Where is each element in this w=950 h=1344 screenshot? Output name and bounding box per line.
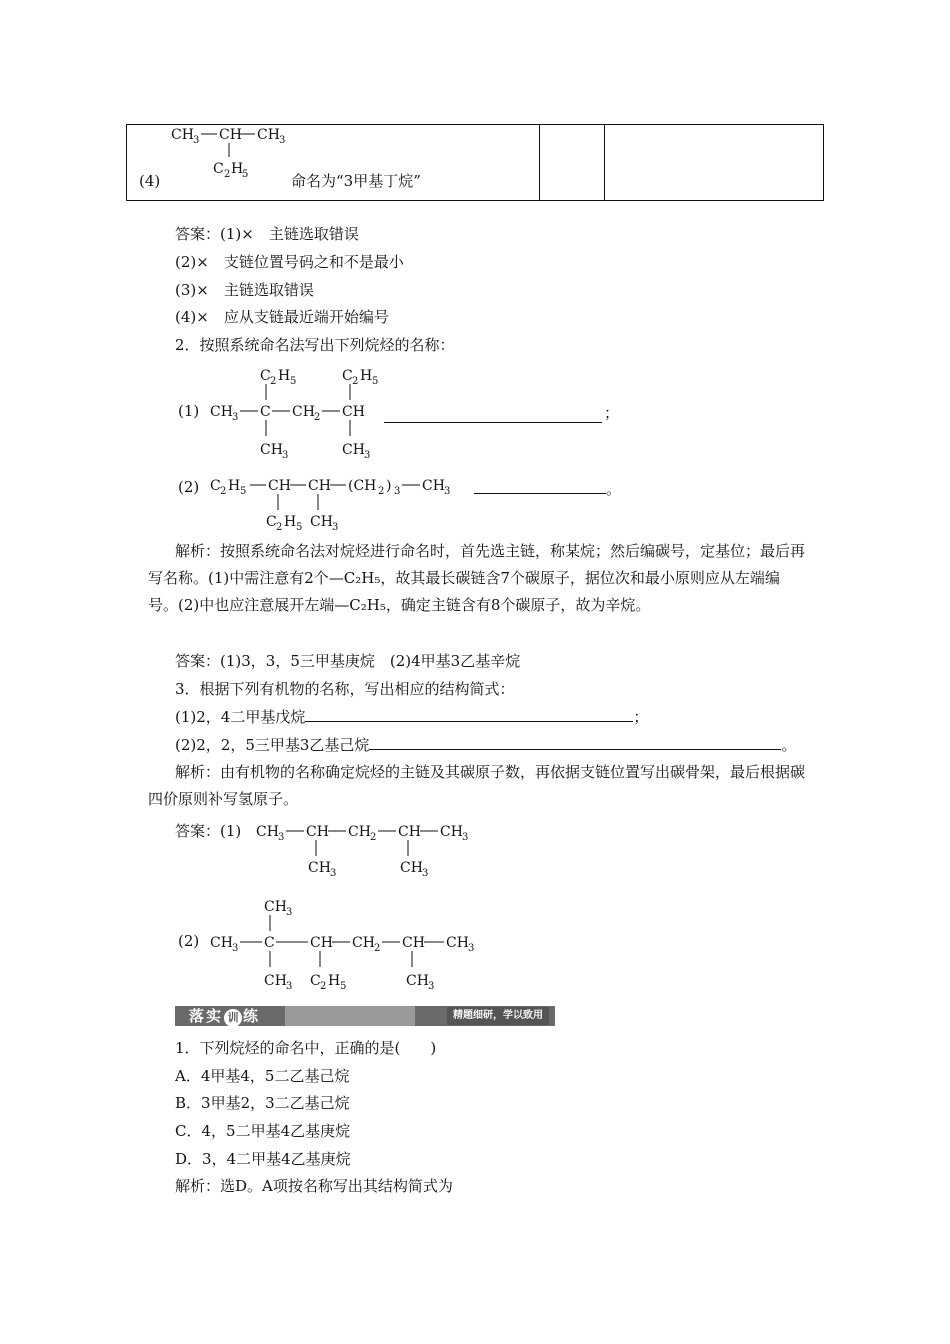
svg-text:CH: CH <box>219 127 242 143</box>
q2-item1-label: (1) <box>178 402 200 420</box>
naming-table <box>126 124 824 201</box>
svg-text:H: H <box>328 973 341 989</box>
svg-text:2: 2 <box>352 376 359 387</box>
answer-line-2: (2)× 支链位置号码之和不是最小 <box>175 253 404 271</box>
svg-text:C: C <box>210 478 221 494</box>
answer-line-3: (3)× 主链选取错误 <box>175 281 314 299</box>
svg-text:CH: CH <box>440 824 463 840</box>
svg-text:H: H <box>360 368 373 384</box>
svg-text:CH: CH <box>352 935 375 951</box>
svg-text:CH: CH <box>264 899 287 915</box>
answer-line-4: (4)× 应从支链最近端开始编号 <box>175 308 389 326</box>
analysis-2: 解析：按照系统命名法对烷烃进行命名时，首先选主链，称某烷；然后编碳号，定基位；最后再写名称。(1)中需注意有2个—C₂H₅，故其最长碳链含7个碳原子，据位次和最小原则应从左端编号。(2)中也应注意展开左端—C₂H₅，确定主链含有8个碳原子，故为辛烷。 <box>148 542 806 614</box>
svg-text:): ) <box>386 478 392 494</box>
q3-item1-end: ； <box>633 708 649 726</box>
svg-text:3: 3 <box>444 486 451 497</box>
row-statement: 命名为“3甲基丁烷” <box>291 172 421 190</box>
svg-text:CH: CH <box>422 478 445 494</box>
banner-title-a: 落实 <box>189 1007 224 1025</box>
table-col-divider <box>539 125 540 200</box>
svg-text:2: 2 <box>320 981 327 992</box>
svg-text:CH: CH <box>257 127 280 143</box>
svg-text:CH: CH <box>210 404 233 420</box>
svg-text:3: 3 <box>278 832 285 843</box>
svg-text:H: H <box>278 368 291 384</box>
svg-text:3: 3 <box>364 450 371 461</box>
q2-formula-1 <box>208 362 378 472</box>
svg-text:CH: CH <box>210 935 233 951</box>
svg-text:CH: CH <box>264 973 287 989</box>
svg-text:CH: CH <box>398 824 421 840</box>
svg-text:CH: CH <box>342 404 365 420</box>
svg-text:CH: CH <box>310 935 333 951</box>
banner-title-b: 练 <box>243 1007 261 1025</box>
q2-item2-end: 。 <box>606 480 622 498</box>
svg-text:(CH: (CH <box>348 478 377 494</box>
answer-line-1: 答案：(1)× 主链选取错误 <box>175 225 359 243</box>
svg-text:CH: CH <box>400 860 423 876</box>
svg-text:3: 3 <box>232 943 239 954</box>
svg-text:3: 3 <box>286 907 293 918</box>
formula-3-methylbutane <box>167 125 297 195</box>
svg-text:C: C <box>266 514 277 530</box>
svg-text:3: 3 <box>232 412 239 423</box>
svg-text:3: 3 <box>468 943 475 954</box>
svg-text:5: 5 <box>290 376 297 387</box>
svg-text:CH: CH <box>308 860 331 876</box>
svg-text:H: H <box>284 514 297 530</box>
svg-text:CH: CH <box>292 404 315 420</box>
answer-3-formula-1 <box>254 818 484 882</box>
option-c[interactable]: C．4，5二甲基4乙基庚烷 <box>175 1122 351 1140</box>
svg-text:C: C <box>213 161 224 177</box>
svg-text:CH: CH <box>268 478 291 494</box>
option-d[interactable]: D．3，4二甲基4乙基庚烷 <box>175 1150 351 1168</box>
q2-item1-end: ； <box>604 404 620 422</box>
svg-text:2: 2 <box>378 486 385 497</box>
svg-text:3: 3 <box>330 868 337 879</box>
svg-text:3: 3 <box>462 832 469 843</box>
banner-slogan: 精题细研，学以致用 <box>447 1007 549 1025</box>
answer-2: 答案：(1)3，3，5三甲基庚烷 (2)4甲基3乙基辛烷 <box>175 652 521 670</box>
question-3-title: 3．根据下列有机物的名称，写出相应的结构简式： <box>175 680 515 698</box>
svg-text:CH: CH <box>348 824 371 840</box>
svg-text:5: 5 <box>296 522 303 533</box>
banner-badge: 训 <box>224 1009 242 1027</box>
q2-formula-2 <box>208 462 468 534</box>
svg-text:3: 3 <box>193 135 200 146</box>
svg-text:3: 3 <box>279 135 286 146</box>
q3-item2 <box>175 735 796 755</box>
q3-answer-blank-2[interactable] <box>369 735 781 750</box>
table-col-divider <box>604 125 605 200</box>
banner-divider <box>285 1006 415 1026</box>
svg-text:CH: CH <box>402 935 425 951</box>
practice-question-stem: 1．下列烷烃的命名中，正确的是( ) <box>175 1039 437 1057</box>
svg-text:2: 2 <box>224 169 231 180</box>
q3-answer-blank-1[interactable] <box>305 707 633 722</box>
svg-text:CH: CH <box>446 935 469 951</box>
svg-text:H: H <box>231 161 244 177</box>
option-a[interactable]: A．4甲基4，5二乙基己烷 <box>175 1067 350 1085</box>
svg-text:3: 3 <box>422 868 429 879</box>
answer-3-label: 答案：(1) <box>175 822 242 840</box>
svg-text:2: 2 <box>374 943 381 954</box>
svg-text:2: 2 <box>370 832 377 843</box>
svg-text:5: 5 <box>372 376 378 387</box>
svg-text:CH: CH <box>171 127 194 143</box>
svg-text:5: 5 <box>240 486 247 497</box>
question-2-title: 2．按照系统命名法写出下列烷烃的名称： <box>175 336 455 354</box>
svg-text:2: 2 <box>314 412 321 423</box>
q2-answer-blank-2[interactable] <box>474 479 606 494</box>
svg-text:CH: CH <box>256 824 279 840</box>
practice-section-banner <box>175 1006 555 1026</box>
analysis-3: 解析：由有机物的名称确定烷烃的主链及其碳原子数，再依据支链位置写出碳骨架，最后根据碳四价原则补写氢原子。 <box>148 763 806 808</box>
svg-text:C: C <box>260 368 271 384</box>
svg-text:CH: CH <box>306 824 329 840</box>
svg-text:H: H <box>228 478 241 494</box>
answer-3-formula-2 <box>208 893 488 997</box>
banner-title <box>189 1006 260 1026</box>
q3-item1-text: (1)2，4二甲基戊烷 <box>175 708 306 726</box>
svg-text:C: C <box>260 404 271 420</box>
svg-text:CH: CH <box>342 442 365 458</box>
q2-item2-label: (2) <box>178 478 200 496</box>
svg-text:C: C <box>310 973 321 989</box>
svg-text:CH: CH <box>308 478 331 494</box>
q3-item2-text: (2)2，2，5三甲基3乙基己烷 <box>175 736 370 754</box>
svg-text:C: C <box>264 935 275 951</box>
row-number: (4) <box>139 172 161 190</box>
answer-3-item2-label: (2) <box>178 932 200 950</box>
svg-text:2: 2 <box>276 522 283 533</box>
option-b[interactable]: B．3甲基2，3二乙基己烷 <box>175 1094 350 1112</box>
svg-text:3: 3 <box>332 522 339 533</box>
svg-text:CH: CH <box>260 442 283 458</box>
svg-text:5: 5 <box>242 169 249 180</box>
svg-text:3: 3 <box>282 450 289 461</box>
svg-text:C: C <box>342 368 353 384</box>
svg-text:3: 3 <box>286 981 293 992</box>
q2-answer-blank-1[interactable] <box>384 408 602 423</box>
practice-analysis: 解析：选D。A项按名称写出其结构简式为 <box>175 1177 453 1195</box>
svg-text:3: 3 <box>394 486 401 497</box>
svg-text:5: 5 <box>340 981 347 992</box>
svg-text:2: 2 <box>270 376 277 387</box>
q3-item1 <box>175 707 648 727</box>
q3-item2-end: 。 <box>781 736 797 754</box>
svg-text:CH: CH <box>310 514 333 530</box>
svg-text:2: 2 <box>220 486 227 497</box>
svg-text:3: 3 <box>428 981 435 992</box>
svg-text:CH: CH <box>406 973 429 989</box>
